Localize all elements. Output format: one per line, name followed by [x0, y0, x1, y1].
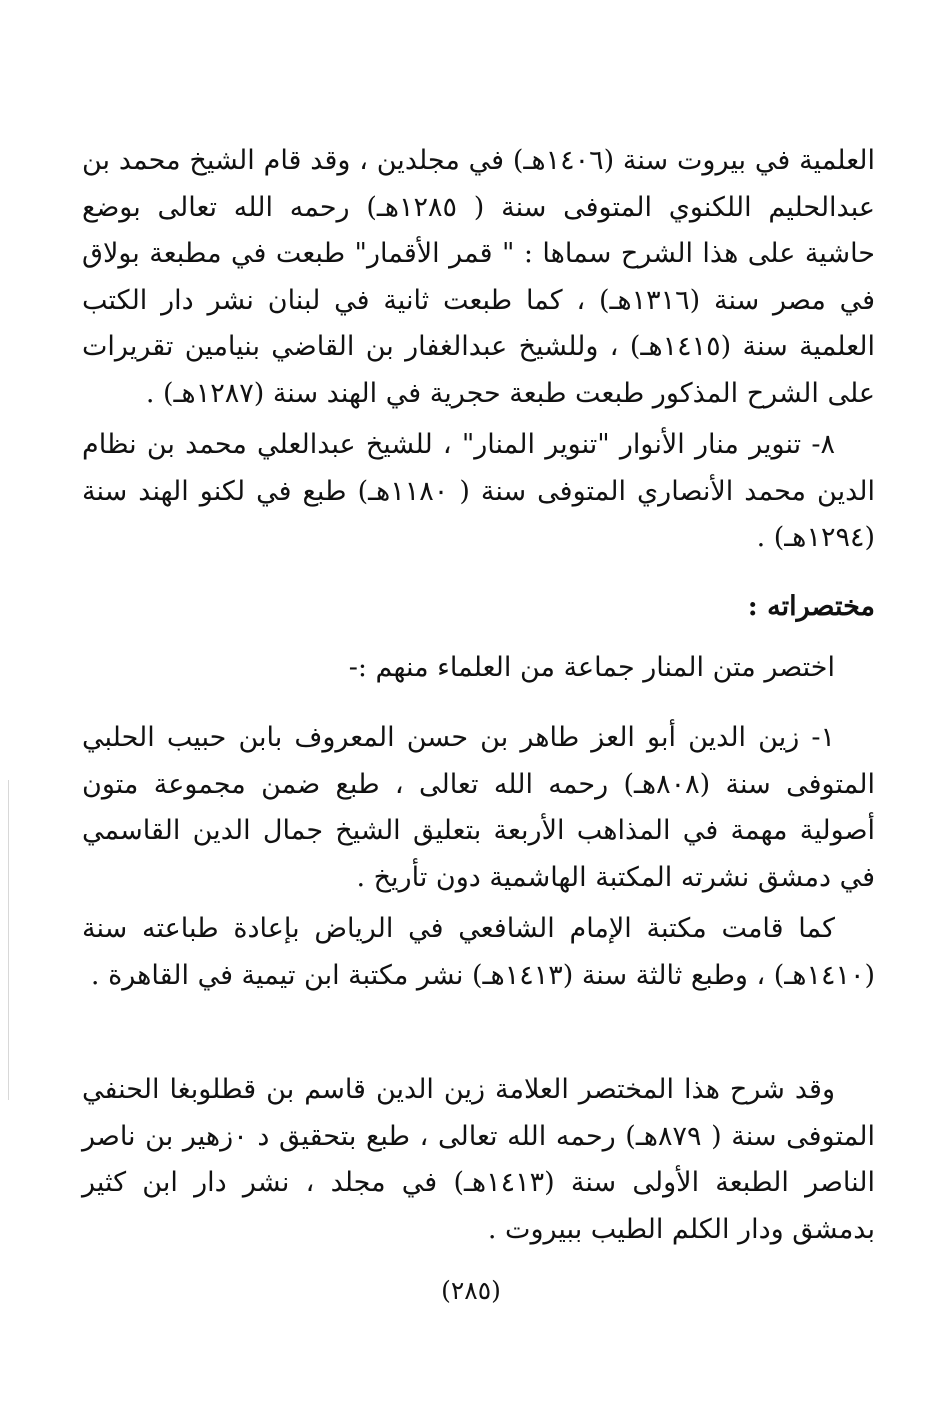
paragraph-text: العلمية في بيروت سنة (١٤٠٦هـ) في مجلدين ، وقد قام الشيخ محمد بن عبدالحليم اللكنوي المتوفى سنة ( ١٢٨٥هـ) رحمه الله تعالى بوضع حاشية على هذا الشرح سماها : " قمر الأقمار" طبعت في مطبعة بولاق في مصر سنة (١٣١٦هـ) ، كما طبعت ثانية في لبنان نشر دار الكتب العلمية سنة (١٤١٥هـ) ، وللشيخ عبدالغفار بن القاضي بنيامين تقريرات على الشرح المذكور طبعت طبعة حجرية في الهند سنة (١٢٨٧هـ) .: [82, 145, 876, 409]
paragraph-continuation: [82, 138, 875, 417]
page-number: (٢٨٥): [441, 1276, 501, 1305]
paragraph-text: وقد شرح هذا المختصر العلامة زين الدين قاسم بن قطلوبغا الحنفي المتوفى سنة ( ٨٧٩هـ) رحمه الله تعالى ، طبع بتحقيق د ٠زهير بن ناصر الناصر الطبعة الأولى سنة (١٤١٣هـ) في مجلد ، نشر دار ابن كثير بدمشق ودار الكلم الطيب ببيروت .: [82, 1074, 875, 1245]
section-intro: [82, 645, 875, 692]
paragraph-reprint: [82, 906, 875, 999]
list-item-8: [82, 422, 875, 562]
paragraph-commentary: [82, 1067, 875, 1253]
paragraph-text: ١- زين الدين أبو العز طاهر بن حسن المعروف بابن حبيب الحلبي المتوفى سنة (٨٠٨هـ) رحمه الله تعالى ، طبع ضمن مجموعة متون أصولية مهمة في المذاهب الأربعة بتعليق الشيخ جمال الدين القاسمي في دمشق نشرته المكتبة الهاشمية دون تأريخ .: [82, 722, 875, 893]
section-heading: مختصراته :: [747, 591, 875, 622]
scan-artifact-line: [8, 780, 9, 1100]
paragraph-text: كما قامت مكتبة الإمام الشافعي في الرياض بإعادة طباعته سنة (١٤١٠هـ) ، وطبع ثالثة سنة (١٤١٣هـ) نشر مكتبة ابن تيمية في القاهرة .: [82, 913, 875, 991]
paragraph-text: اختصر متن المنار جماعة من العلماء منهم :-: [348, 652, 835, 683]
paragraph-text: ٨- تنوير منار الأنوار "تنوير المنار" ، للشيخ عبدالعلي محمد بن نظام الدين محمد الأنصاري المتوفى سنة ( ١١٨٠هـ) طبع في لكنو الهند سنة (١٢٩٤هـ) .: [82, 429, 875, 553]
list-item-1: [82, 715, 875, 901]
